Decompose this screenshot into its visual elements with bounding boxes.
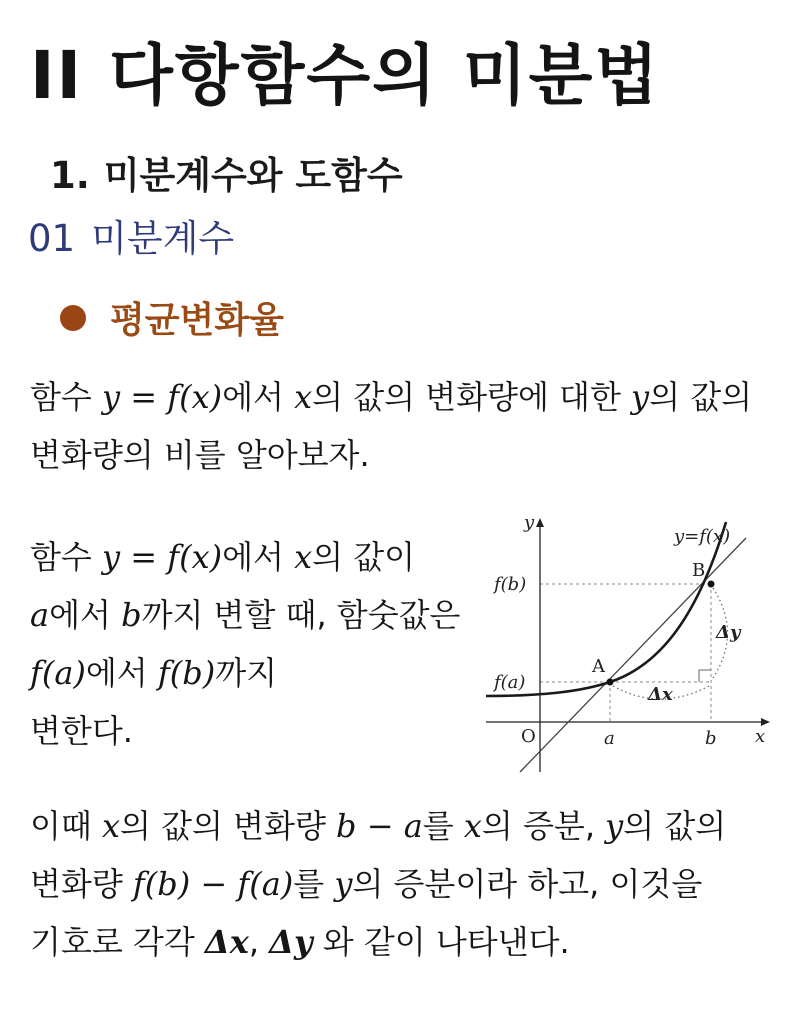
section-title-text: 미분계수와 도함수 bbox=[103, 154, 403, 197]
delta-x-symbol: Δx bbox=[204, 923, 249, 961]
section-number: 1. bbox=[50, 154, 90, 197]
math-expr: f(b) bbox=[157, 654, 216, 692]
math-expr: f(a) bbox=[30, 654, 86, 692]
increment-paragraph bbox=[30, 797, 726, 971]
math-expr: b − a bbox=[336, 807, 423, 845]
explanation-paragraph bbox=[30, 528, 460, 760]
math-var: y bbox=[605, 807, 624, 845]
subsection-title bbox=[28, 208, 234, 262]
math-var: x bbox=[294, 378, 313, 416]
math-var: a bbox=[30, 596, 50, 634]
intro-line-1: 함수 y = f(x)에서 x의 값의 변화량에 대한 y의 값의 bbox=[30, 378, 753, 416]
right-angle-marker bbox=[699, 670, 711, 682]
chapter-number: II bbox=[30, 37, 84, 114]
increment-line-1: 이때 x의 값의 변화량 b − a를 x의 증분, y의 값의 bbox=[30, 807, 727, 845]
math-var: y bbox=[631, 378, 650, 416]
topic-title: 평균변화율 bbox=[110, 300, 284, 341]
a-tick-label: a bbox=[604, 728, 615, 749]
subsection-title-text: 미분계수 bbox=[91, 217, 235, 260]
math-expr: f(b) − f(a) bbox=[132, 865, 294, 903]
y-axis-arrow-icon bbox=[536, 518, 544, 527]
point-b bbox=[708, 581, 715, 588]
section-title bbox=[50, 145, 403, 199]
curve-label: y=f(x) bbox=[674, 526, 731, 547]
point-a-label: A bbox=[592, 656, 605, 677]
x-axis-arrow-icon bbox=[761, 718, 770, 726]
delta-y-symbol: Δy bbox=[269, 923, 313, 961]
intro-paragraph bbox=[30, 368, 752, 484]
intro-line-2: 변화량의 비를 알아보자. bbox=[30, 436, 370, 474]
subsection-number: 01 bbox=[28, 217, 76, 260]
y-axis-label: y bbox=[524, 512, 535, 533]
math-var: x bbox=[102, 807, 121, 845]
math-expr: y = f(x) bbox=[102, 538, 223, 576]
chapter-title bbox=[30, 22, 660, 117]
math-var: b bbox=[121, 596, 142, 634]
point-a bbox=[607, 679, 614, 686]
topic-heading bbox=[60, 292, 284, 343]
increment-line-2: 변화량 f(b) − f(a)를 y의 증분이라 하고, 이것을 bbox=[30, 865, 703, 903]
chapter-title-text: 다항함수의 미분법 bbox=[109, 37, 661, 114]
math-var: y bbox=[334, 865, 353, 903]
explanation-line-1: 함수 y = f(x)에서 x의 값이 bbox=[30, 538, 416, 576]
math-var: x bbox=[463, 807, 482, 845]
dx-label: Δx bbox=[648, 684, 673, 705]
average-rate-graph bbox=[480, 510, 780, 780]
function-curve bbox=[486, 522, 726, 696]
x-axis-label: x bbox=[755, 726, 766, 747]
fb-label: f(b) bbox=[494, 574, 527, 595]
b-tick-label: b bbox=[705, 728, 717, 749]
dy-label: Δy bbox=[716, 622, 741, 643]
increment-line-3: 기호로 각각 Δx, Δy 와 같이 나타낸다. bbox=[30, 923, 570, 961]
math-expr: y = f(x) bbox=[102, 378, 223, 416]
math-var: x bbox=[294, 538, 313, 576]
explanation-line-3: f(a)에서 f(b)까지 bbox=[30, 654, 278, 692]
origin-label: O bbox=[521, 726, 536, 747]
bullet-circle-icon bbox=[60, 305, 86, 331]
fa-label: f(a) bbox=[494, 672, 526, 693]
point-b-label: B bbox=[692, 560, 706, 581]
explanation-line-4: 변한다. bbox=[30, 712, 133, 750]
explanation-line-2: a에서 b까지 변할 때, 함숫값은 bbox=[30, 596, 461, 634]
